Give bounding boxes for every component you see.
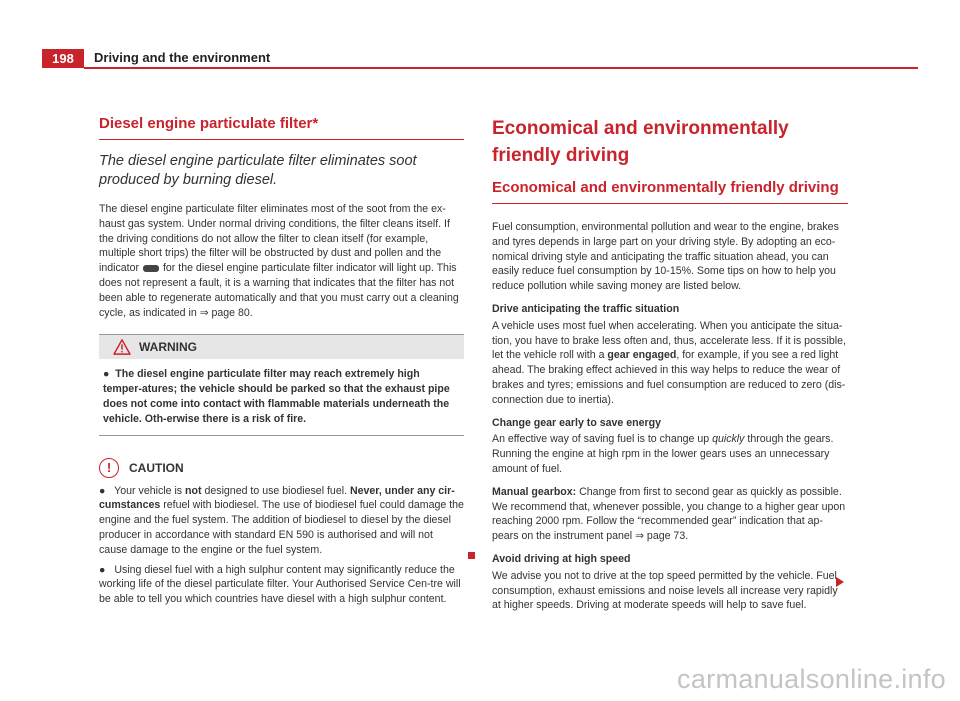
section-title-particulate-filter: Diesel engine particulate filter*	[99, 115, 464, 140]
paragraph-gear: An effective way of saving fuel is to change up quickly through the gears. Running the engine at high rpm in the lower gears uses an unnecessary amount of fuel.	[492, 433, 834, 475]
paragraph-filter: The diesel engine particulate filter eliminates most of the soot from the ex-haust gas system. Under normal driving conditions, the filter cleans itself. If the driving conditions do not allow the filter to clean itself (for example, multiple short trips) the filter will be obstructed by dust and pollen and the indicator for the diesel engine particulate filter indicator will light up. This does not represent a fault, it is a warning that indicates that the filter has not been able to regenerate automatically and that you must carry out a cleaning cycle, as indicated in ⇒ page 80.	[99, 203, 459, 319]
section-end-marker	[468, 552, 475, 559]
left-column	[99, 115, 464, 612]
caution-label: CAUTION	[129, 460, 184, 475]
caution-header	[99, 458, 464, 478]
warning-box	[99, 334, 464, 435]
paragraph-intro: Fuel consumption, environmental pollution and wear to the engine, brakes and tyres depends in large part on your driving style. By adopting an eco-nomical driving style and anticipating the traffic situation ahead, you can easily reduce fuel consumption by 10-15%. Some tips on how to help you reduce pollution while saving money are listed below.	[492, 221, 839, 293]
particulate-filter-indicator-icon	[143, 265, 159, 272]
subheading-speed: Avoid driving at high speed	[492, 552, 631, 565]
section-title-economical: Economical and environmentally friendly driving	[492, 179, 848, 204]
paragraph-anticipate: A vehicle uses most fuel when accelerating. When you anticipate the situa-tion, you have to brake less often and, thus, accelerate less. If it is possible, let the vehicle roll with a gear engaged, for example, if you see a red light ahead. The braking effect achieved in this way helps to reduce the wear of brakes and tyres; emissions and fuel consumption are reduced to zero (dis-connection due to inertia).	[492, 319, 846, 406]
header-rule	[84, 67, 918, 69]
caution-item-sulphur: ● Using diesel fuel with a high sulphur content may significantly reduce the working life of the diesel particulate filter. Your Authorised Service Cen-tre will be able to tell you which countries have diesel with a high sulphur content.	[99, 563, 461, 606]
continue-arrow-icon	[836, 577, 844, 587]
warning-label: WARNING	[139, 340, 197, 355]
caution-item-biodiesel: ● Your vehicle is not designed to use biodiesel fuel. Never, under any cir-cumstances refuel with biodiesel. The use of biodiesel fuel could damage the engine and the fuel system. The addition of biodiesel to diesel by the diesel producer in accordance with standard EN 590 is authorised and will not cause damage to the engine or the fuel system.	[99, 484, 464, 556]
running-title: Driving and the environment	[94, 50, 271, 65]
warning-text: ● The diesel engine particulate filter may reach extremely high temper-atures; the vehicle should be parked so that the exhaust pipe does not come into contact with flammable materials underneath the vehicle. Oth-erwise there is a risk of fire.	[103, 368, 450, 425]
watermark: carmanualsonline.info	[677, 664, 946, 694]
subheading-anticipate: Drive anticipating the traffic situation	[492, 302, 680, 315]
caution-exclamation-icon: !	[99, 458, 119, 478]
intro-text: The diesel engine particulate filter eliminates soot produced by burning diesel.	[99, 153, 417, 188]
warning-triangle-icon	[113, 339, 131, 355]
bullet-dot: ●	[103, 368, 116, 381]
chapter-title: Economical and environmentally friendly driving	[492, 118, 789, 166]
right-column	[492, 115, 848, 621]
subheading-gear: Change gear early to save energy	[492, 416, 661, 429]
page-number: 198	[42, 49, 84, 68]
paragraph-manual-gearbox: Manual gearbox: Change from first to second gear as quickly as possible. We recommend that, whenever possible, you change to a higher gear upon reaching 2000 rpm. Follow the “recommended gear” indication that ap-pears on the instrument panel ⇒ page 73.	[492, 485, 846, 543]
paragraph-speed: We advise you not to drive at the top speed permitted by the vehicle. Fuel consumption, exhaust emissions and noise levels all increase very rapidly at higher speeds. Driving at moderate speeds will help to save fuel.	[492, 569, 838, 612]
warning-header	[99, 335, 464, 359]
